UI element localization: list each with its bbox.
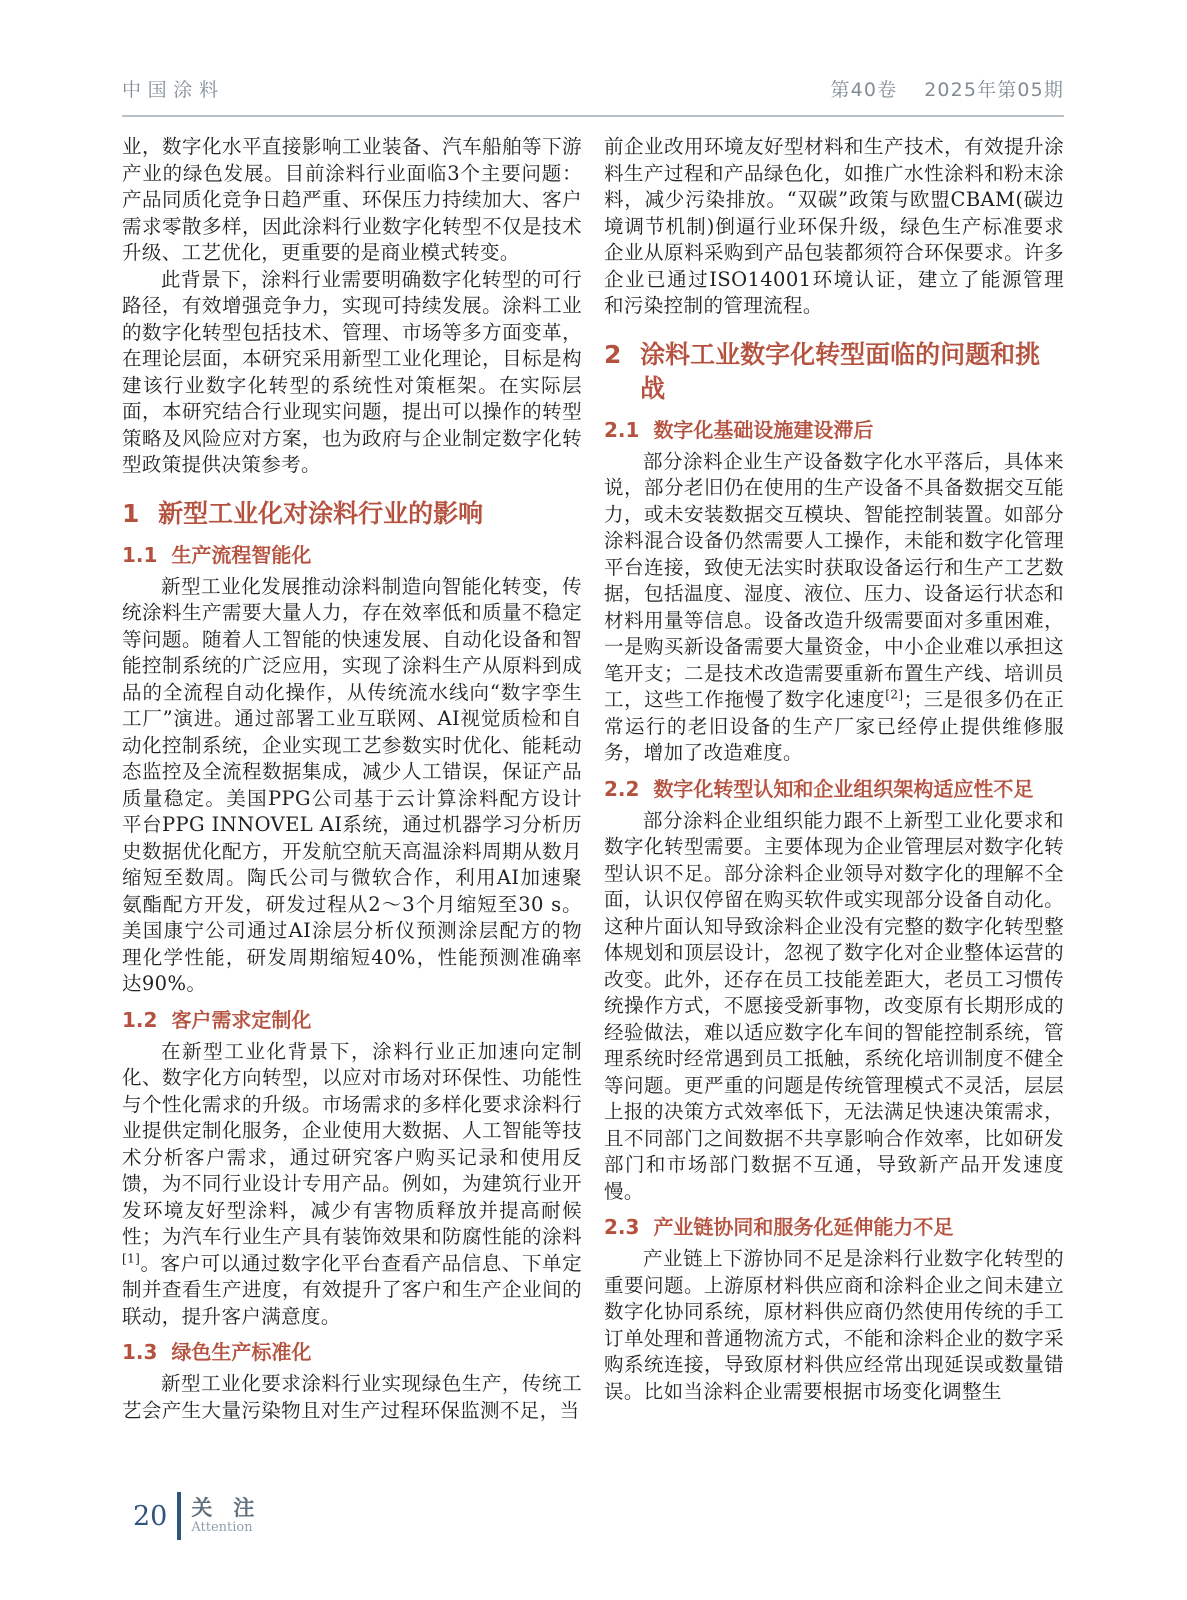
heading-title: 绿色生产标准化 bbox=[171, 1340, 312, 1364]
heading-title: 生产流程智能化 bbox=[171, 542, 312, 567]
paragraph: 业，数字化水平直接影响工业装备、汽车船舶等下游产业的绿色发展。目前涂料行业面临3个主要问题：产品同质化竞争日趋严重、环保压力持续加大、客户需求零散多样，因此涂料行业数字化转型不仅是技术升级、工艺优化，更重要的是商业模式转变。 bbox=[122, 135, 582, 264]
heading-number: 2.2 bbox=[604, 776, 640, 801]
left-column bbox=[122, 134, 582, 1424]
page-footer bbox=[133, 1492, 254, 1540]
paragraph: 在新型工业化背景下，涂料行业正加速向定制化、数字化方向转型，以应对市场对环保性、功能性与个性化需求的升级。市场需求的多样化要求涂料行业提供定制化服务，企业使用大数据、人工智能等技术分析客户需求，通过研究客户购买记录和使用反馈，为不同行业设计专用产品。例如，为建筑行业开发环境友好型涂料，减少有害物质释放并提高耐候性；为汽车行业生产具有装饰效果和防腐性能的涂料[1]。客户可以通过数字化平台查看产品信息、下单定制并查看生产进度，有效提升了客户和生产企业间的联动，提升客户满意度。 bbox=[122, 1039, 582, 1328]
paragraph: 新型工业化发展推动涂料制造向智能化转变，传统涂料生产需要大量人力，存在效率低和质量不稳定等问题。随着人工智能的快速发展、自动化设备和智能控制系统的广泛应用，实现了涂料生产从原料到成品的全流程自动化操作，从传统流水线向“数字孪生工厂”演进。通过部署工业互联网、AI视觉质检和自动化控制系统，企业实现工艺参数实时优化、能耗动态监控及全流程数据集成，减少人工错误，保证产品质量稳定。美国PPG公司基于云计算涂料配方设计平台PPG INNOVEL AI系统，通过机器学习分析历史数据优化配方，开发航空航天高温涂料周期从数月缩短至数周。陶氏公司与微软合作，利用AI加速聚氨酯配方开发，研发过程从2～3个月缩短至30 s。美国康宁公司通过AI涂层分析仪预测涂层配方的物理化学性能，研发周期缩短40%，性能预测准确率达90%。 bbox=[122, 574, 582, 995]
paragraph: 部分涂料企业生产设备数字化水平落后，具体来说，部分老旧仍在使用的生产设备不具备数据交互能力，或未安装数据交互模块、智能控制装置。如部分涂料混合设备仍然需要人工操作，未能和数字化管理平台连接，致使无法实时获取设备运行和生产工艺数据，包括温度、湿度、液位、压力、设备运行状态和材料用量等信息。设备改造升级需要面对多重困难，一是购买新设备需要大量资金，中小企业难以承担这笔开支；二是技术改造需要重新布置生产线、培训员工，这些工作拖慢了数字化速度[2]；三是很多仍在正常运行的老旧设备的生产厂家已经停止提供维修服务，增加了改造难度。 bbox=[604, 449, 1064, 764]
heading-number: 2.3 bbox=[604, 1215, 640, 1239]
paragraph: 新型工业化要求涂料行业实现绿色生产，传统工艺会产生大量污染物且对生产过程环保监测不足，当 bbox=[122, 1372, 582, 1422]
volume-label: 第40卷 bbox=[830, 79, 898, 101]
subsection-heading bbox=[604, 775, 1064, 803]
heading-title: 涂料工业数字化转型面临的问题和挑战 bbox=[640, 339, 1041, 403]
section-heading bbox=[604, 338, 1064, 406]
footer-section bbox=[191, 1496, 254, 1536]
heading-title: 数字化转型认知和企业组织架构适应性不足 bbox=[653, 776, 1034, 801]
heading-title: 客户需求定制化 bbox=[171, 1007, 312, 1032]
issue-label: 2025年第05期 bbox=[924, 79, 1064, 101]
reference-superscript: [2] bbox=[885, 687, 904, 702]
heading-number: 1.1 bbox=[122, 542, 158, 567]
subsection-heading bbox=[122, 541, 582, 569]
issue-info bbox=[810, 78, 1064, 102]
subsection-heading bbox=[604, 1213, 1064, 1241]
subsection-heading bbox=[122, 1006, 582, 1034]
paragraph: 部分涂料企业组织能力跟不上新型工业化要求和数字化转型需要。主要体现为企业管理层对数字化转型认识不足。部分涂料企业领导对数字化的理解不全面，认识仅停留在购买软件或实现部分设备自动化。这种片面认知导致涂料企业没有完整的数字化转型整体规划和顶层设计，忽视了数字化对企业整体运营的改变。此外，还存在员工技能差距大，老员工习惯传统操作方式，不愿接受新事物，改变原有长期形成的经验做法，难以适应数字化车间的智能控制系统，管理系统时经常遇到员工抵触，系统化培训制度不健全等问题。更严重的问题是传统管理模式不灵活，层层上报的决策方式效率低下，无法满足快速决策需求，且不同部门之间数据不共享影响合作效率，比如研发部门和市场部门数据不互通，导致新产品开发速度慢。 bbox=[604, 808, 1064, 1203]
two-column-body bbox=[122, 134, 1064, 1424]
footer-divider bbox=[177, 1492, 181, 1540]
heading-title: 产业链协同和服务化延伸能力不足 bbox=[653, 1215, 954, 1239]
running-head bbox=[122, 78, 1064, 102]
paragraph: 前企业改用环境友好型材料和生产技术，有效提升涂料生产过程和产品绿色化，如推广水性涂料和粉末涂料，减少污染排放。“双碳”政策与欧盟CBAM(碳边境调节机制)倒逼行业环保升级，绿色生产标准要求企业从原料采购到产品包装都须符合环保要求。许多企业已通过ISO14001环境认证，建立了能源管理和污染控制的管理流程。 bbox=[604, 135, 1064, 317]
paragraph: 此背景下，涂料行业需要明确数字化转型的可行路径，有效增强竞争力，实现可持续发展。涂料工业的数字化转型包括技术、管理、市场等多方面变革，在理论层面，本研究采用新型工业化理论，目标是构建该行业数字化转型的系统性对策框架。在实际层面，本研究结合行业现实问题，提出可以操作的转型策略及风险应对方案，也为政府与企业制定数字化转型政策提供决策参考。 bbox=[122, 267, 582, 476]
subsection-heading bbox=[122, 1338, 582, 1366]
reference-superscript: [1] bbox=[122, 1251, 141, 1265]
right-column bbox=[604, 134, 1064, 1424]
heading-number: 1.3 bbox=[122, 1340, 158, 1364]
section-heading bbox=[122, 497, 582, 531]
heading-number: 1 bbox=[122, 498, 140, 528]
heading-number: 2.1 bbox=[604, 417, 640, 442]
footer-section-en: Attention bbox=[191, 1520, 253, 1535]
heading-number: 2 bbox=[604, 339, 622, 369]
header-rule bbox=[122, 115, 1064, 117]
page-content bbox=[122, 78, 1064, 1424]
subsection-heading bbox=[604, 416, 1064, 444]
heading-number: 1.2 bbox=[122, 1007, 158, 1032]
footer-section-cn: 关 注 bbox=[191, 1496, 255, 1520]
journal-name: 中国涂料 bbox=[122, 79, 225, 101]
heading-title: 新型工业化对涂料行业的影响 bbox=[158, 498, 484, 528]
paragraph: 产业链上下游协同不足是涂料行业数字化转型的重要问题。上游原材料供应商和涂料企业之间未建立数字化协同系统，原材料供应商仍然使用传统的手工订单处理和普通物流方式，不能和涂料企业的数字采购系统连接，导致原材料供应经常出现延误或数量错误。比如当涂料企业需要根据市场变化调整生 bbox=[604, 1247, 1064, 1403]
page-number: 20 bbox=[133, 1500, 168, 1532]
heading-title: 数字化基础设施建设滞后 bbox=[653, 417, 874, 442]
